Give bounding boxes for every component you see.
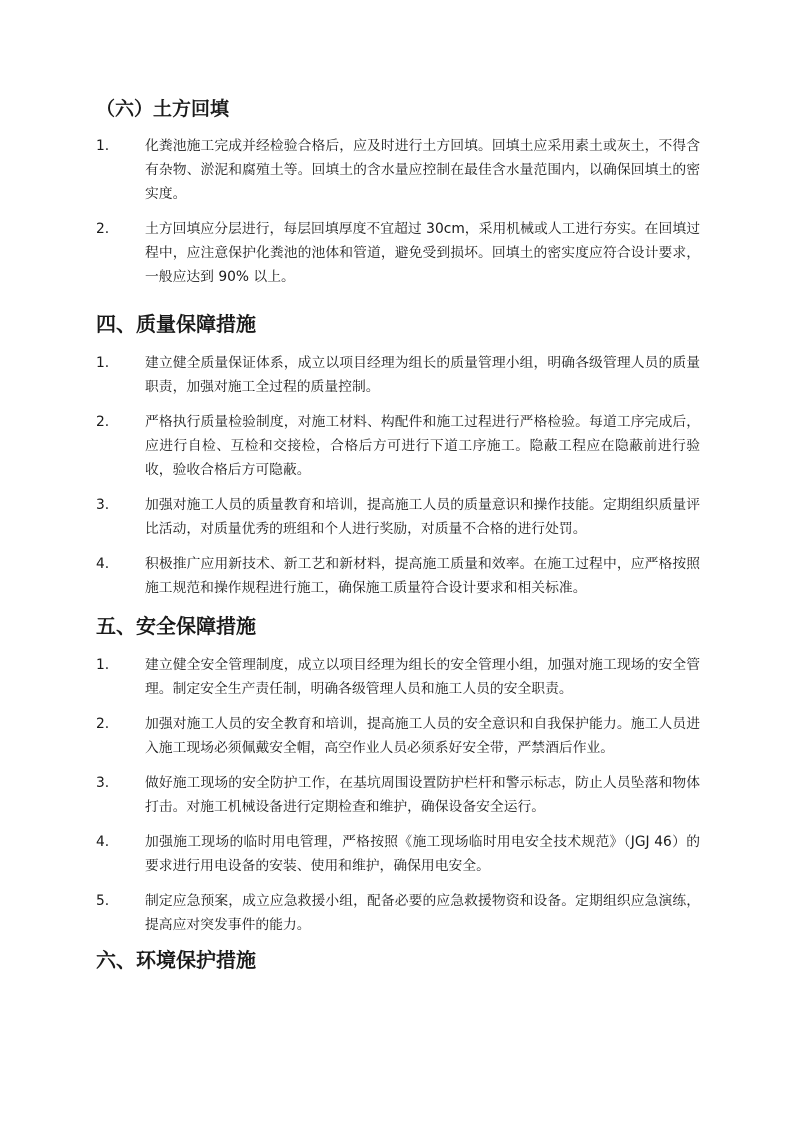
numbered-list (96, 653, 700, 937)
item-number: 3. (96, 497, 110, 513)
section-heading: 四、质量保障措施 (96, 312, 256, 336)
item-number: 1. (96, 138, 110, 154)
list-item (96, 830, 700, 878)
numbered-list (96, 134, 700, 289)
section-heading: （六）土方回填 (96, 98, 230, 120)
item-number: 1. (96, 657, 110, 673)
section-heading: 六、环境保护措施 (96, 948, 256, 972)
item-number: 2. (96, 716, 110, 732)
list-item (96, 410, 700, 482)
item-number: 2. (96, 221, 110, 237)
section-environment (96, 946, 700, 974)
list-item (96, 351, 700, 399)
item-text: 化粪池施工完成并经检验合格后，应及时进行土方回填。回填土应采用素土或灰土，不得含有杂物、淤泥和腐殖土等。回填土的含水量应控制在最佳含水量范围内，以确保回填土的密实度。 (145, 138, 700, 202)
list-item (96, 771, 700, 819)
item-text: 建立健全质量保证体系，成立以项目经理为组长的质量管理小组，明确各级管理人员的质量职责，加强对施工全过程的质量控制。 (145, 355, 700, 395)
section-quality (96, 310, 700, 611)
list-item (96, 217, 700, 289)
section-heading: 五、安全保障措施 (96, 614, 256, 638)
item-number: 3. (96, 775, 110, 791)
list-item (96, 552, 700, 600)
section-safety (96, 612, 700, 948)
item-number: 5. (96, 893, 110, 909)
section-backfill (96, 96, 700, 300)
numbered-list (96, 351, 700, 600)
item-text: 制定应急预案，成立应急救援小组，配备必要的应急救援物资和设备。定期组织应急演练，提高应对突发事件的能力。 (145, 893, 700, 933)
item-number: 1. (96, 355, 110, 371)
item-text: 加强施工现场的临时用电管理，严格按照《施工现场临时用电安全技术规范》（JGJ 46）的要求进行用电设备的安装、使用和维护，确保用电安全。 (145, 834, 700, 874)
item-text: 加强对施工人员的安全教育和培训，提高施工人员的安全意识和自我保护能力。施工人员进入施工现场必须佩戴安全帽，高空作业人员必须系好安全带，严禁酒后作业。 (145, 716, 700, 756)
item-text: 加强对施工人员的质量教育和培训，提高施工人员的质量意识和操作技能。定期组织质量评比活动，对质量优秀的班组和个人进行奖励，对质量不合格的进行处罚。 (145, 497, 700, 537)
item-number: 2. (96, 414, 110, 430)
list-item (96, 493, 700, 541)
list-item (96, 712, 700, 760)
item-text: 土方回填应分层进行，每层回填厚度不宜超过 30cm，采用机械或人工进行夯实。在回填过程中，应注意保护化粪池的池体和管道，避免受到损坏。回填土的密实度应符合设计要求，一般应达到 90% 以上。 (145, 221, 700, 285)
list-item (96, 134, 700, 206)
item-text: 严格执行质量检验制度，对施工材料、构配件和施工过程进行严格检验。每道工序完成后，应进行自检、互检和交接检，合格后方可进行下道工序施工。隐蔽工程应在隐蔽前进行验收，验收合格后方可隐蔽。 (145, 414, 700, 478)
item-text: 做好施工现场的安全防护工作，在基坑周围设置防护栏杆和警示标志，防止人员坠落和物体打击。对施工机械设备进行定期检查和维护，确保设备安全运行。 (145, 775, 700, 815)
item-number: 4. (96, 556, 110, 572)
item-text: 积极推广应用新技术、新工艺和新材料，提高施工质量和效率。在施工过程中，应严格按照施工规范和操作规程进行施工，确保施工质量符合设计要求和相关标准。 (145, 556, 700, 596)
list-item (96, 889, 700, 937)
list-item (96, 653, 700, 701)
item-number: 4. (96, 834, 110, 850)
item-text: 建立健全安全管理制度，成立以项目经理为组长的安全管理小组，加强对施工现场的安全管理。制定安全生产责任制，明确各级管理人员和施工人员的安全职责。 (145, 657, 700, 697)
